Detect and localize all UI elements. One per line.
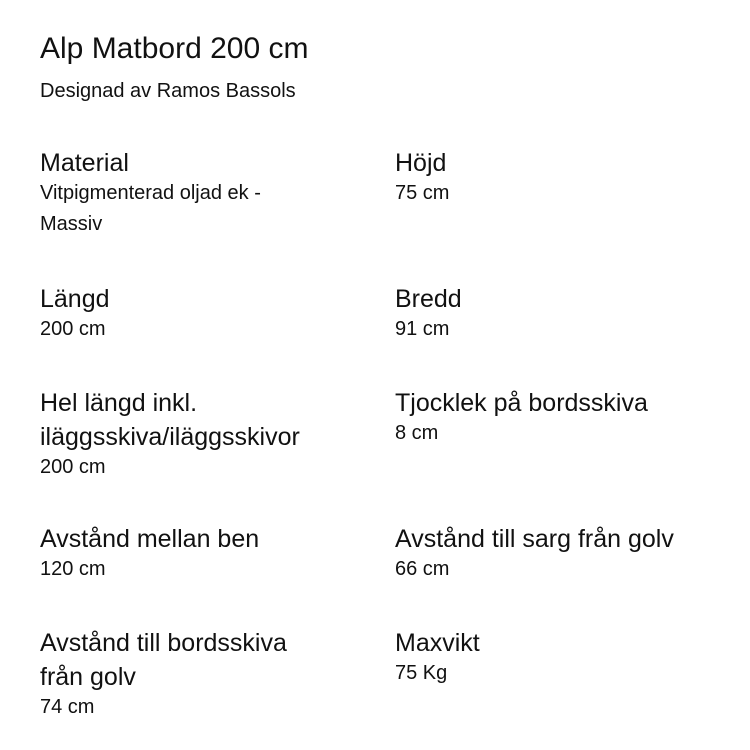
spec-value: 200 cm bbox=[40, 456, 106, 478]
spec-apron-height bbox=[395, 522, 750, 585]
spec-max-weight bbox=[395, 626, 750, 689]
spec-full-length bbox=[40, 386, 380, 483]
spec-value: 200 cm bbox=[40, 318, 106, 340]
spec-label: Avstånd till bordsskiva från golv bbox=[40, 629, 287, 691]
spec-label: Hel längd inkl. iläggsskiva/iläggsskivor bbox=[40, 389, 300, 451]
spec-material bbox=[40, 146, 380, 240]
spec-value: 120 cm bbox=[40, 558, 106, 580]
spec-value: 74 cm bbox=[40, 696, 95, 718]
spec-width bbox=[395, 282, 750, 345]
spec-label: Tjocklek på bordsskiva bbox=[395, 389, 648, 417]
spec-label: Höjd bbox=[395, 149, 447, 177]
spec-label: Längd bbox=[40, 285, 110, 313]
spec-value: 8 cm bbox=[395, 422, 439, 444]
spec-label: Maxvikt bbox=[395, 629, 480, 657]
spec-value: Vitpigmenterad oljad ek - Massiv bbox=[40, 182, 261, 235]
spec-label: Avstånd till sarg från golv bbox=[395, 525, 674, 553]
spec-label: Avstånd mellan ben bbox=[40, 525, 260, 553]
spec-length bbox=[40, 282, 380, 345]
spec-value: 66 cm bbox=[395, 558, 450, 580]
spec-height bbox=[395, 146, 750, 209]
spec-label: Material bbox=[40, 149, 129, 177]
spec-value: 75 Kg bbox=[395, 662, 448, 684]
spec-value: 91 cm bbox=[395, 318, 450, 340]
spec-leg-distance bbox=[40, 522, 380, 585]
product-title: Alp Matbord 200 cm bbox=[40, 32, 309, 65]
designer-credit: Designad av Ramos Bassols bbox=[40, 80, 296, 102]
spec-top-thickness bbox=[395, 386, 750, 449]
spec-value: 75 cm bbox=[395, 182, 450, 204]
spec-label: Bredd bbox=[395, 285, 462, 313]
spec-top-height bbox=[40, 626, 380, 723]
